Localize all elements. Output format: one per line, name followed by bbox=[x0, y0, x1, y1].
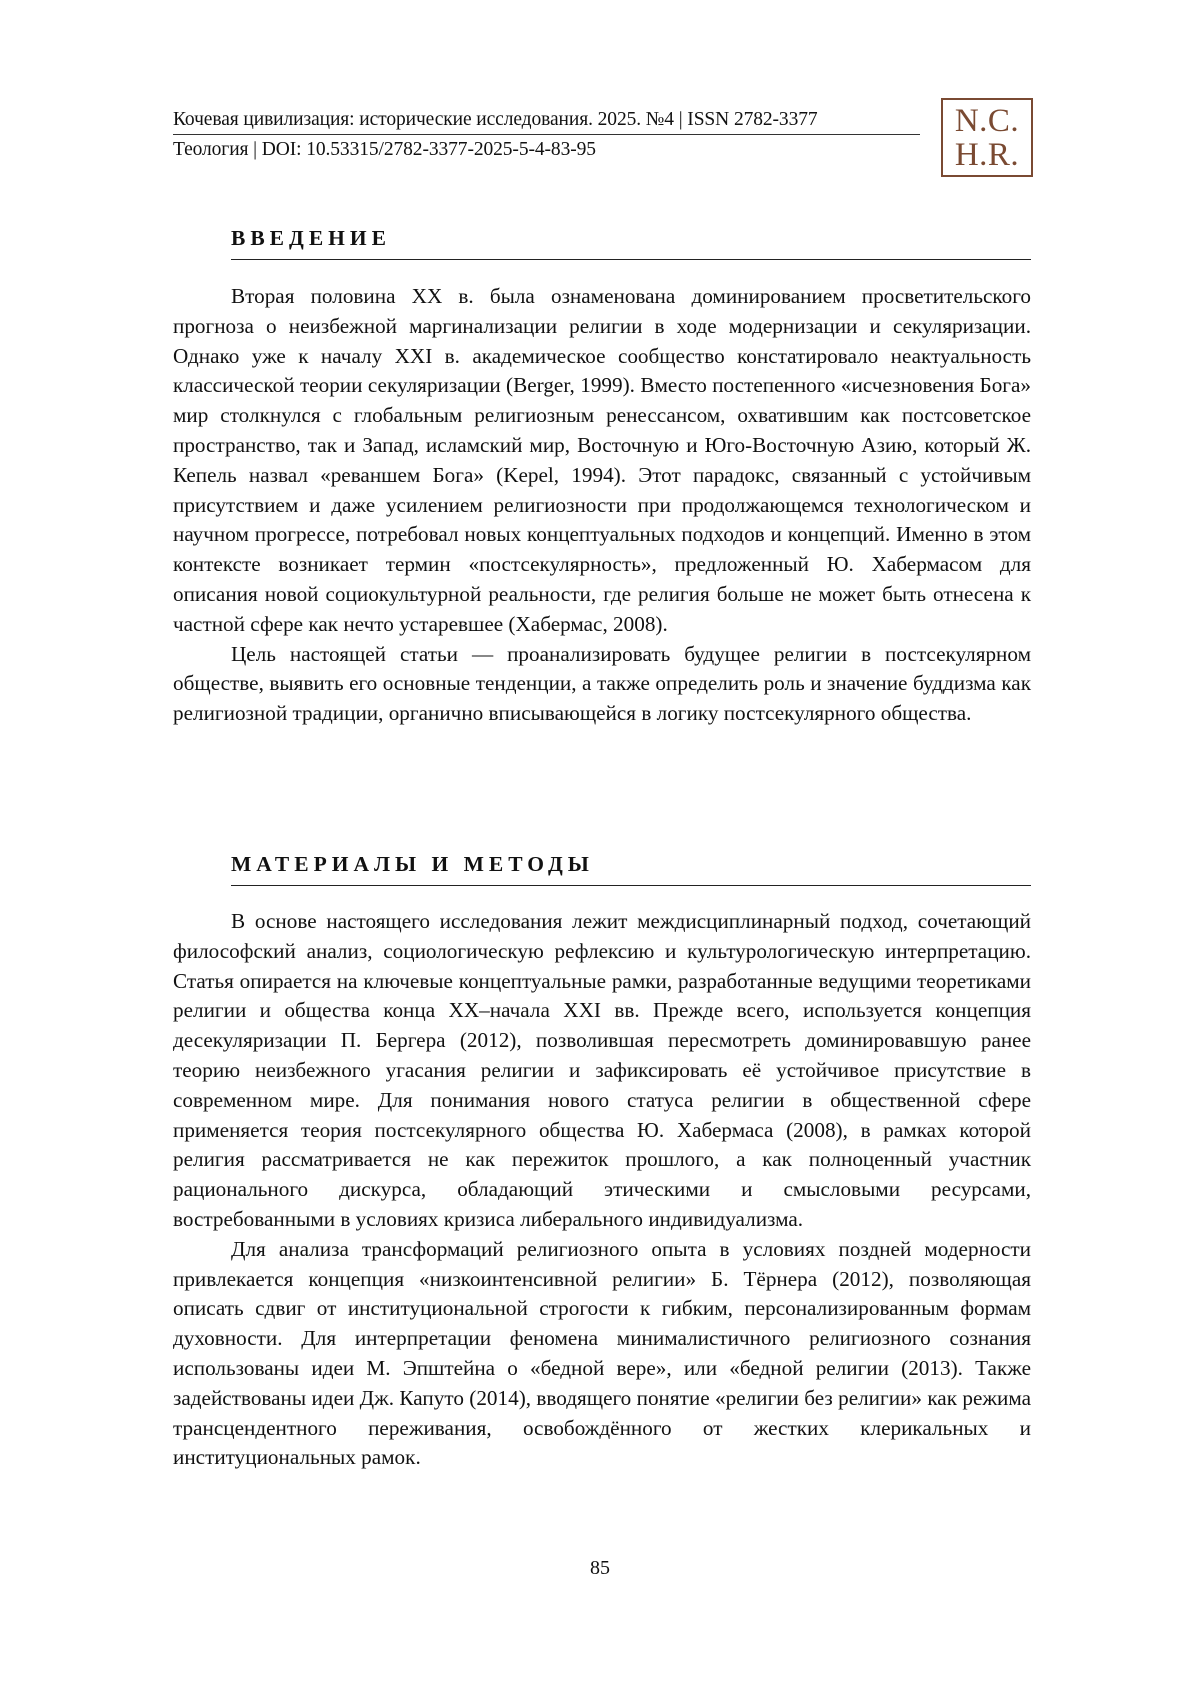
journal-title-line: Кочевая цивилизация: исторические исследования. 2025. №4 | ISSN 2782-3377 bbox=[173, 109, 818, 130]
header-rule bbox=[173, 134, 920, 135]
journal-logo bbox=[941, 98, 1033, 177]
section-doi-line: Теология | DOI: 10.53315/2782-3377-2025-5-4-83-95 bbox=[173, 139, 596, 160]
intro-paragraph-1: Вторая половина XX в. была ознаменована доминированием просветительского прогноза о неизбежной маргинализации религии в ходе модернизации и секуляризации. Однако уже к началу XXI в. академическое сообщество констатировало неактуальность классической теории секуляризации (Berger, 1999). Вместо постепенного «исчезновения Бога» мир столкнулся с глобальным религиозным ренессансом, охватившим как постсоветское пространство, так и Запад, исламский мир, Восточную и Юго-Восточную Азию, который Ж. Кепель назвал «реваншем Бога» (Kepel, 1994). Этот парадокс, связанный с устойчивым присутствием и даже усилением религиозности при продолжающемся технологическом и научном прогрессе, потребовал новых концептуальных подходов и концепций. Именно в этом контексте возникает термин «постсекулярность», предложенный Ю. Хабермасом для описания новой социокультурной реальности, где религия больше не может быть отнесена к частной сфере как нечто устаревшее (Хабермас, 2008). bbox=[173, 284, 1031, 636]
intro-body bbox=[173, 282, 1031, 729]
running-header bbox=[173, 107, 920, 163]
section-title-intro: ВВЕДЕНИЕ bbox=[231, 226, 1031, 260]
page-number: 85 bbox=[590, 1557, 610, 1579]
methods-paragraph-2: Для анализа трансформаций религиозного опыта в условиях поздней модерности привлекается концепция «низкоинтенсивной религии» Б. Тёрнера (2012), позволяющая описать сдвиг от институциональной строгости к гибким, персонализированным формам духовности. Для интерпретации феномена минималистичного религиозного сознания использованы идеи М. Эпштейна о «бедной вере», или «бедной религии (2013). Также задействованы идеи Дж. Капуто (2014), вводящего понятие «религии без религии» как режима трансцендентного переживания, освобождённого от жестких клерикальных и институциональных рамок. bbox=[173, 1236, 1031, 1470]
logo-text-top: N.C. bbox=[954, 103, 1020, 139]
methods-body bbox=[173, 907, 1031, 1473]
methods-paragraph-1: В основе настоящего исследования лежит междисциплинарный подход, сочетающий философский анализ, социологическую рефлексию и культурологическую интерпретацию. Статья опирается на ключевые концептуальные рамки, разработанные ведущими теоретиками религии и общества конца XX–начала XXI вв. Прежде всего, используется концепция десекуляризации П. Бергера (2012), позволившая пересмотреть доминировавшую ранее теорию неизбежного угасания религии и зафиксировать её устойчивое присутствие в современном мире. Для понимания нового статуса религии в общественной сфере применяется теория постсекулярного общества Ю. Хабермаса (2008), в рамках которой религия рассматривается не как пережиток прошлого, а как полноценный участник рационального дискурса, обладающий этическими и смысловыми ресурсами, востребованными в условиях кризиса либерального индивидуализма. bbox=[173, 909, 1031, 1231]
section-title-methods: МАТЕРИАЛЫ И МЕТОДЫ bbox=[231, 852, 1031, 886]
intro-paragraph-2: Цель настоящей статьи — проанализировать будущее религии в постсекулярном обществе, выявить его основные тенденции, а также определить роль и значение буддизма как религиозной традиции, органично вписывающейся в логику постсекулярного общества. bbox=[173, 641, 1031, 726]
logo-text-bottom: H.R. bbox=[954, 137, 1020, 173]
